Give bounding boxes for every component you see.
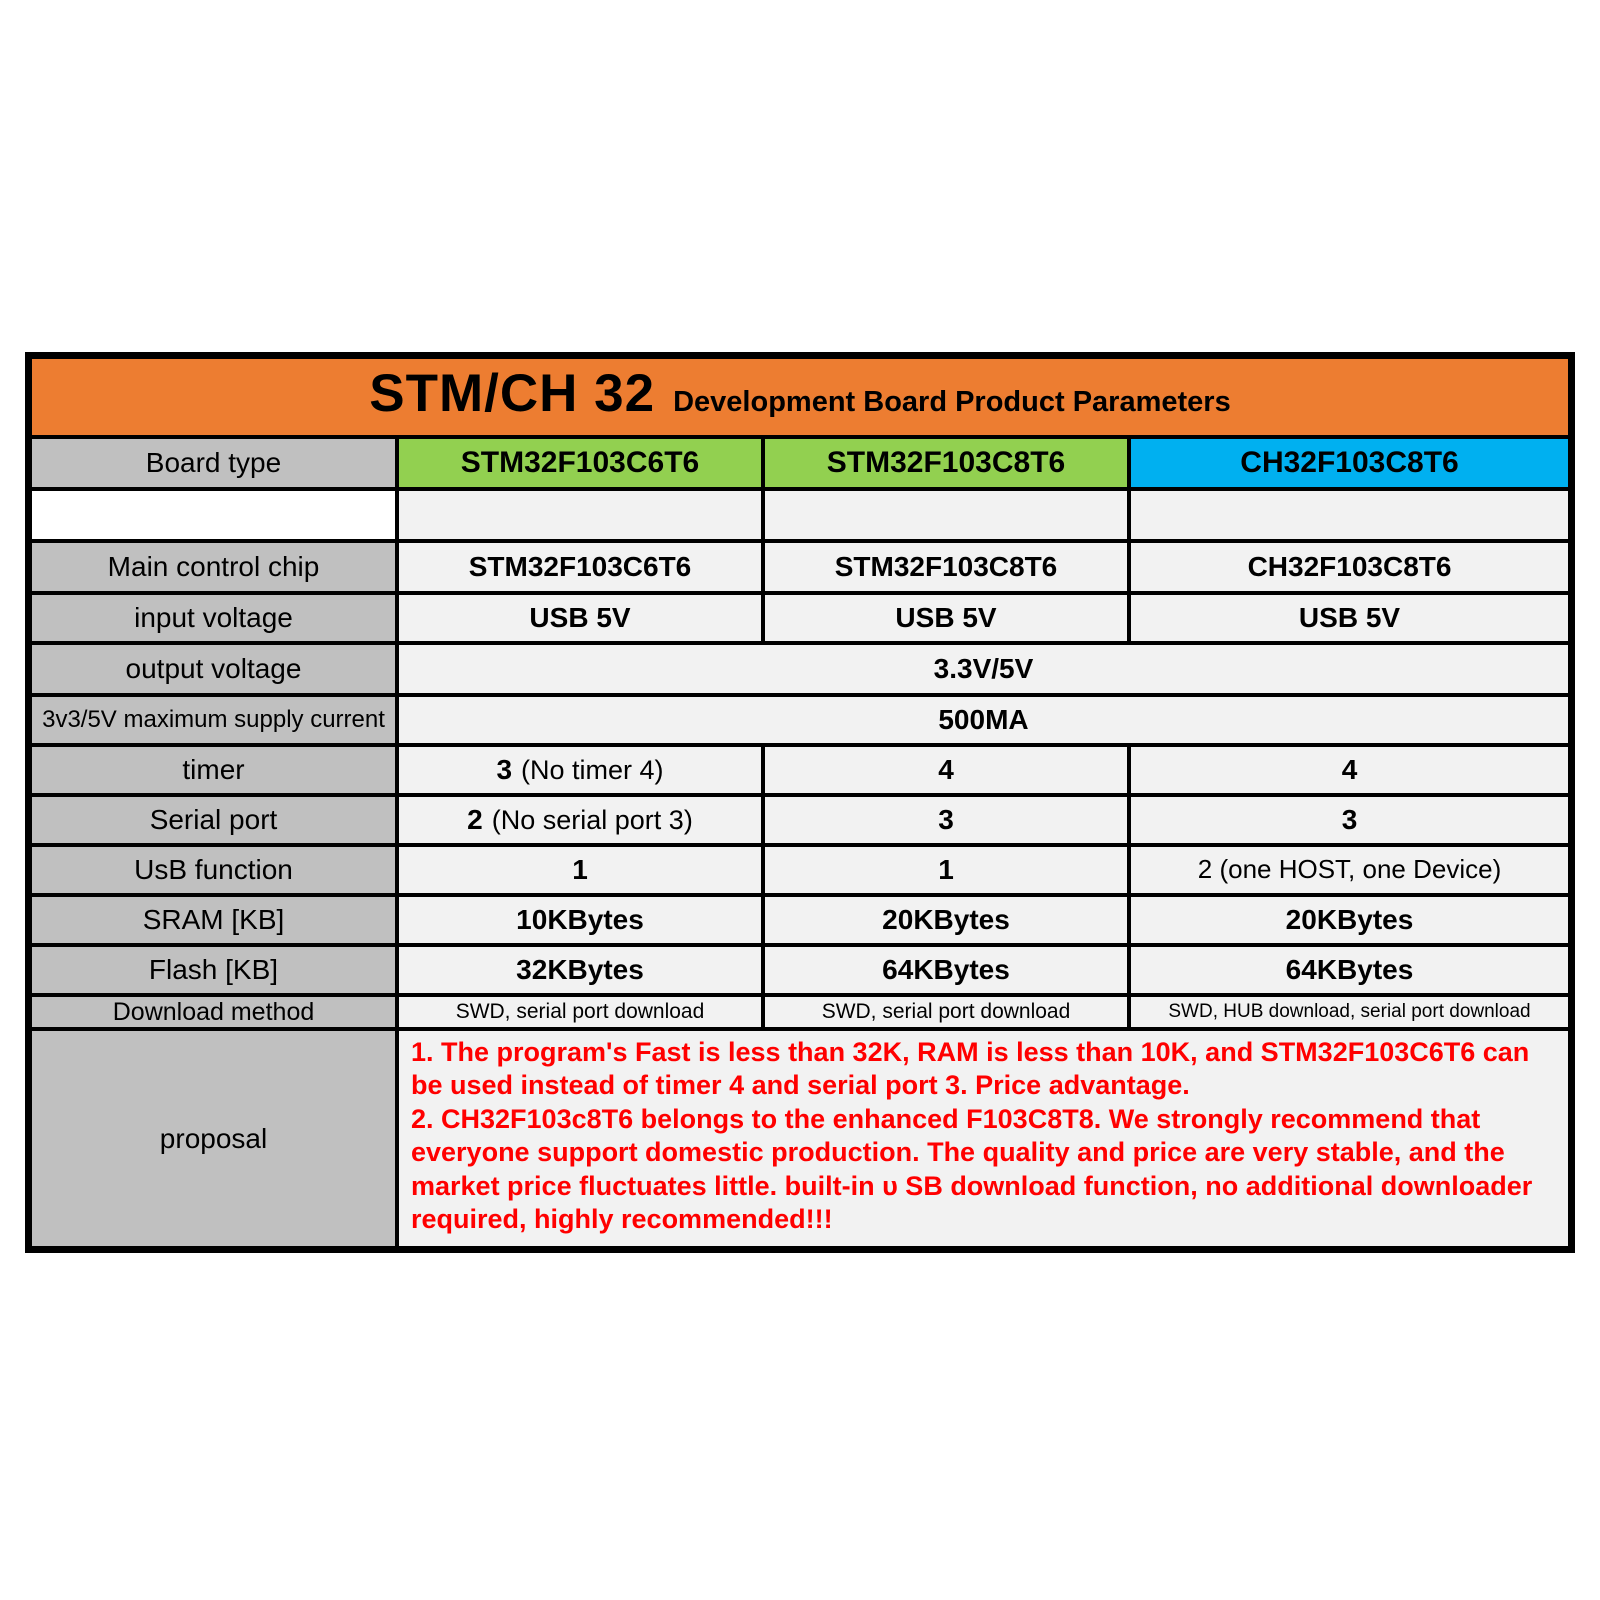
proposal-item-2: 2. CH32F103c8T6 belongs to the enhanced F103C8T8. We strongly recommend that everyone support domestic production. The quality and price are very stable, and the market price fluctuates little. built-in υ SB download function, no additional downloader required, highly recommended!!!: [411, 1103, 1533, 1235]
timer-col1-note: (No timer 4): [521, 754, 664, 785]
proposal-label: proposal: [32, 1031, 395, 1246]
table-title: STM/CH 32: [369, 364, 656, 423]
usb-function-col1: 1: [399, 847, 761, 893]
download-method-col3: SWD, HUB download, serial port download: [1131, 997, 1568, 1027]
proposal-item-1: 1. The program's Fast is less than 32K, RAM is less than 10K, and STM32F103C6T6 can be used instead of timer 4 and serial port 3. Price advantage.: [411, 1037, 1530, 1101]
download-method-col2: SWD, serial port download: [765, 997, 1127, 1027]
spacer-cell-1: [399, 491, 761, 539]
flash-col1: 32KBytes: [399, 947, 761, 993]
flash-label: Flash [KB]: [32, 947, 395, 993]
sram-label: SRAM [KB]: [32, 897, 395, 943]
serial-port-col1-note: (No serial port 3): [491, 804, 693, 835]
timer-col2: 4: [765, 747, 1127, 793]
input-voltage-col3: USB 5V: [1131, 595, 1568, 641]
board-header-ch32f103c8t6: CH32F103C8T6: [1131, 439, 1568, 487]
board-header-stm32f103c8t6: STM32F103C8T6: [765, 439, 1127, 487]
timer-col1: [399, 747, 761, 793]
timer-label: timer: [32, 747, 395, 793]
sram-col1: 10KBytes: [399, 897, 761, 943]
spacer-cell-3: [1131, 491, 1568, 539]
table-title-bar: [32, 359, 1568, 435]
usb-function-col2: 1: [765, 847, 1127, 893]
output-voltage-label: output voltage: [32, 645, 395, 693]
spacer-cell-2: [765, 491, 1127, 539]
flash-col3: 64KBytes: [1131, 947, 1568, 993]
board-header-stm32f103c6t6: STM32F103C6T6: [399, 439, 761, 487]
download-method-label: Download method: [32, 997, 395, 1027]
serial-port-label: Serial port: [32, 797, 395, 843]
main-chip-label: Main control chip: [32, 543, 395, 591]
timer-col1-count: 3: [496, 754, 513, 786]
serial-port-col1-count: 2: [467, 804, 483, 836]
timer-col3: 4: [1131, 747, 1568, 793]
sram-col2: 20KBytes: [765, 897, 1127, 943]
output-voltage-value: 3.3V/5V: [399, 645, 1568, 693]
serial-port-col1: [399, 797, 761, 843]
main-chip-col2: STM32F103C8T6: [765, 543, 1127, 591]
max-current-label: 3v3/5V maximum supply current: [32, 697, 395, 743]
download-method-col1: SWD, serial port download: [399, 997, 761, 1027]
input-voltage-col2: USB 5V: [765, 595, 1127, 641]
sram-col3: 20KBytes: [1131, 897, 1568, 943]
serial-port-col2: 3: [765, 797, 1127, 843]
flash-col2: 64KBytes: [765, 947, 1127, 993]
max-current-value: 500MA: [399, 697, 1568, 743]
main-chip-col3: CH32F103C8T6: [1131, 543, 1568, 591]
main-chip-col1: STM32F103C6T6: [399, 543, 761, 591]
serial-port-col3: 3: [1131, 797, 1568, 843]
table-subtitle: Development Board Product Parameters: [673, 386, 1231, 418]
input-voltage-col1: USB 5V: [399, 595, 761, 641]
proposal-text: [399, 1031, 1568, 1246]
parameters-table: [25, 352, 1575, 1253]
board-type-label: Board type: [32, 439, 395, 487]
input-voltage-label: input voltage: [32, 595, 395, 641]
usb-function-label: UsB function: [32, 847, 395, 893]
usb-function-col3: 2 (one HOST, one Device): [1131, 847, 1568, 893]
spacer-label-cell: [32, 491, 395, 539]
